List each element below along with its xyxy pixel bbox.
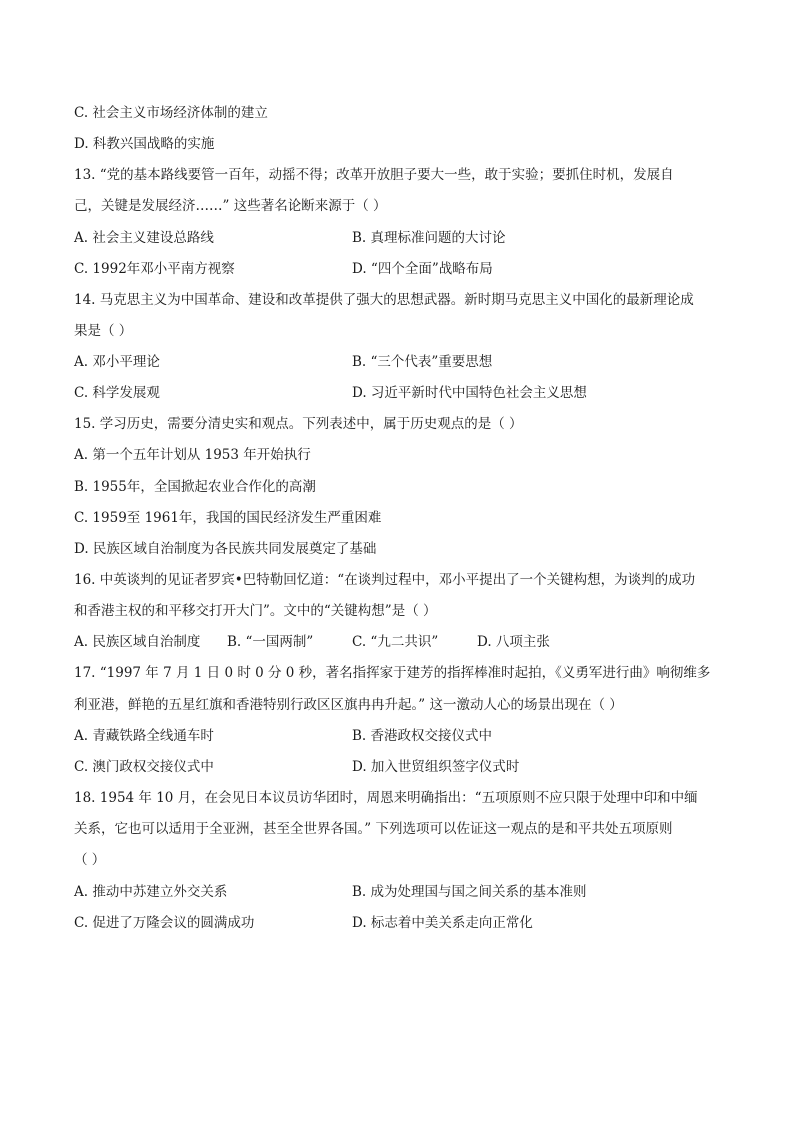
option-17c: C. 澳门政权交接仪式中 [74, 759, 214, 775]
question-18-line1: 18. 1954 年 10 月，在会见日本议员访华团时，周恩来明确指出：“五项原则不应只限于处理中印和中缅 [74, 790, 698, 806]
question-16-line2: 和香港主权的和平移交打开大门”。文中的“关键构想”是（ ） [74, 603, 437, 619]
option-14c: C. 科学发展观 [74, 385, 160, 401]
option-15c: C. 1959至 1961年，我国的国民经济发生严重困难 [74, 510, 382, 526]
option-16b: B. “一国两制” [227, 634, 314, 650]
option-17b: B. 香港政权交接仪式中 [352, 728, 493, 744]
option-15d: D. 民族区域自治制度为各民族共同发展奠定了基础 [74, 541, 377, 557]
question-13-line2: 己，关键是发展经济……” 这些著名论断来源于（ ） [74, 198, 387, 214]
question-14-line1: 14. 马克思主义为中国革命、建设和改革提供了强大的思想武器。新时期马克思主义中国化的最新理论成 [74, 292, 694, 308]
question-18-line2: 关系，它也可以适用于全亚洲，甚至全世界各国。” 下列选项可以佐证这一观点的是和平共处五项原则 [74, 821, 673, 837]
option-13d: D. “四个全面”战略布局 [352, 261, 493, 277]
question-15: 15. 学习历史，需要分清史实和观点。下列表述中，属于历史观点的是（ ） [74, 416, 523, 432]
option-16d: D. 八项主张 [477, 634, 550, 650]
option-18c: C. 促进了万隆会议的圆满成功 [74, 915, 255, 931]
option-15b: B. 1955年，全国掀起农业合作化的高潮 [74, 479, 316, 495]
option-13b: B. 真理标准问题的大讨论 [352, 230, 506, 246]
options-16-row [74, 632, 550, 652]
option-14a: A. 邓小平理论 [74, 354, 160, 370]
option-16a: A. 民族区域自治制度 [74, 634, 201, 650]
question-13-line1: 13. “党的基本路线要管一百年，动摇不得；改革开放胆子要大一些，敢于实验；要抓住时机，发展自 [74, 167, 674, 183]
option-13a: A. 社会主义建设总路线 [74, 230, 214, 246]
option-18a: A. 推动中苏建立外交关系 [74, 884, 228, 900]
question-18-line3: （ ） [74, 852, 106, 868]
option-12d: D. 科教兴国战略的实施 [74, 136, 215, 152]
question-17-line2: 利亚港，鲜艳的五星红旗和香港特别行政区区旗冉冉升起。” 这一激动人心的场景出现在（ ） [74, 697, 623, 713]
option-12c: C. 社会主义市场经济体制的建立 [74, 105, 268, 121]
option-13c: C. 1992年邓小平南方视察 [74, 261, 235, 277]
option-17a: A. 青藏铁路全线通车时 [74, 728, 214, 744]
option-16c: C. “九二共识” [352, 634, 439, 650]
option-15a: A. 第一个五年计划从 1953 年开始执行 [74, 447, 311, 463]
option-18d: D. 标志着中美关系走向正常化 [352, 915, 533, 931]
option-14d: D. 习近平新时代中国特色社会主义思想 [352, 385, 587, 401]
option-17d: D. 加入世贸组织签字仪式时 [352, 759, 520, 775]
question-14-line2: 果是（ ） [74, 323, 133, 339]
option-14b: B. “三个代表”重要思想 [352, 354, 493, 370]
option-18b: B. 成为处理国与国之间关系的基本准则 [352, 884, 587, 900]
question-17-line1: 17. “1997 年 7 月 1 日 0 时 0 分 0 秒，著名指挥家于建芳的指挥棒准时起拍，《义勇军进行曲》响彻维多 [74, 665, 711, 681]
question-16-line1: 16. 中英谈判的见证者罗宾•巴特勒回忆道：“在谈判过程中，邓小平提出了一个关键构想，为谈判的成功 [74, 572, 696, 588]
